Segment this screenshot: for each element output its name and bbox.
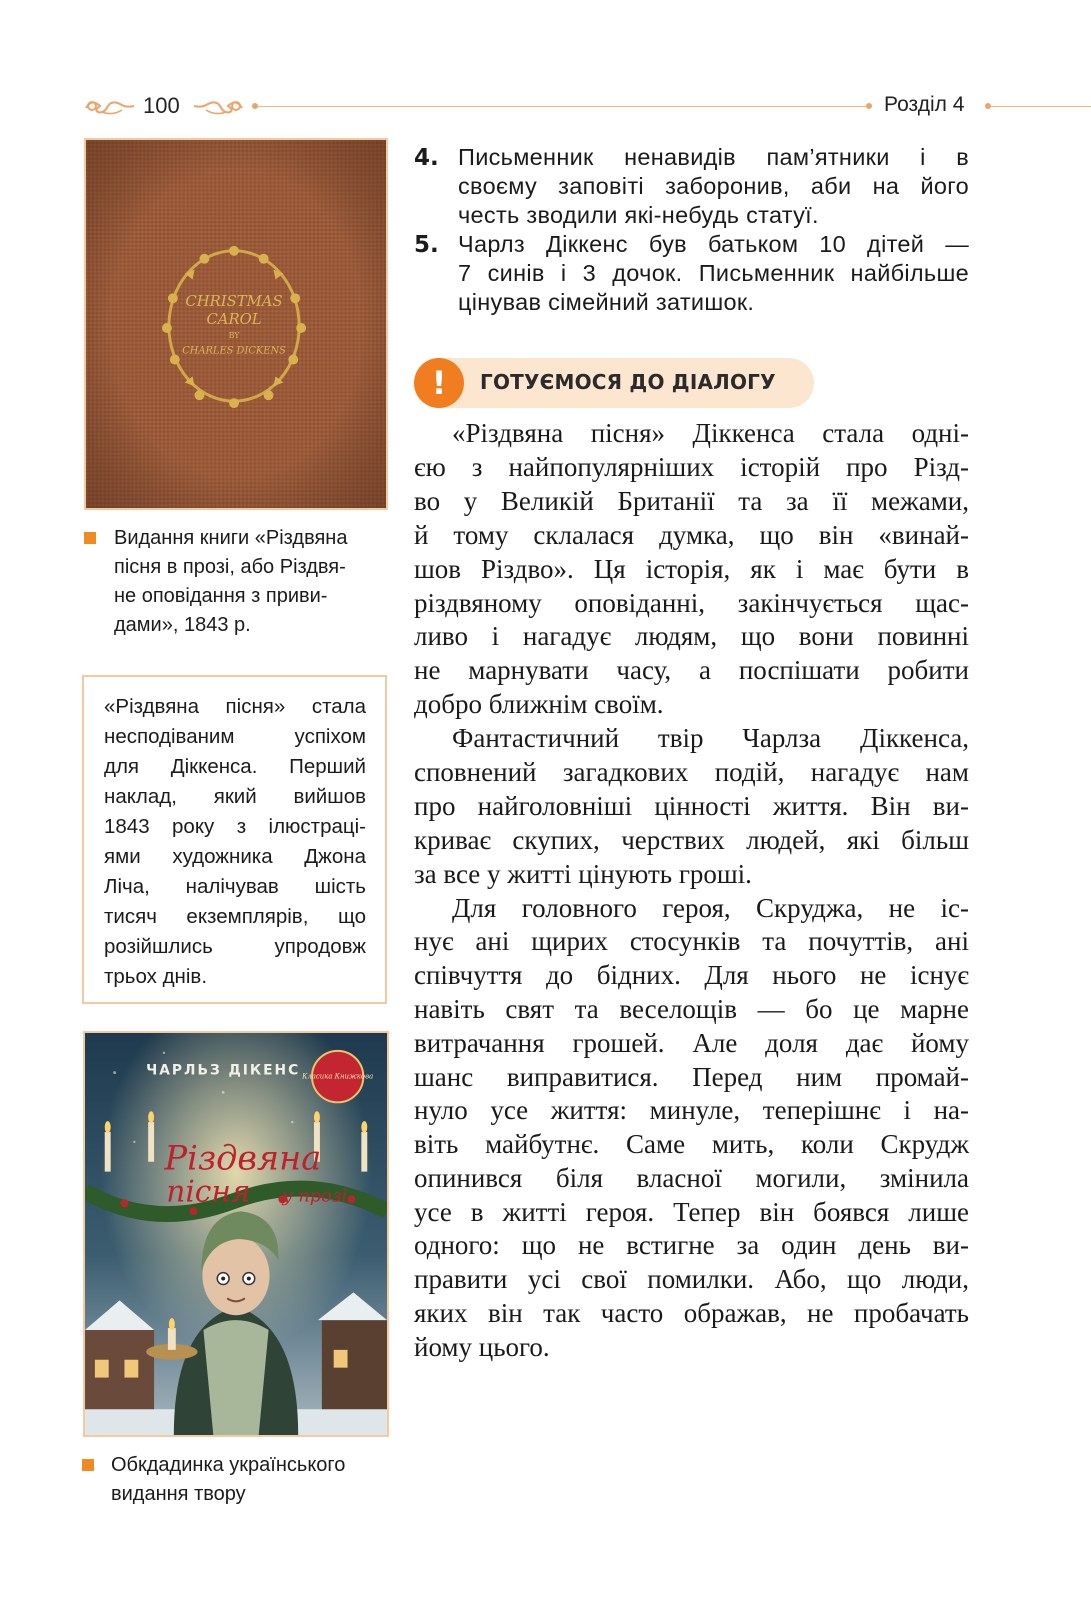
header-dot [866, 103, 872, 109]
header-ornament-right-icon [190, 94, 246, 118]
body-line: різдвяному оповіданні, закінчується щас- [414, 588, 969, 618]
fact-line: Письменник ненавидів пам’ятники і в [458, 144, 969, 170]
body-line: ливо і нагадує людям, що вони повинні [414, 621, 969, 651]
body-line: віть майбутнє. Саме мить, коли Скрудж [414, 1129, 969, 1159]
caption-line: Видання книги «Різдвяна [114, 527, 348, 549]
info-line: «Різдвяна пісня» стала [104, 695, 366, 718]
book-cover-1843-image [84, 138, 388, 510]
fact-number: 4. [414, 145, 439, 171]
fact-line: своєму заповіті заборонив, аби на його [458, 173, 969, 199]
info-line: тисяч екземплярів, що [104, 905, 366, 928]
fact-line: 7 синів і 3 дочок. Письменник найбільше [458, 260, 969, 286]
caption-bullet [84, 532, 96, 544]
section-title: ГОТУЄМОСЯ ДО ДІАЛОГУ [480, 370, 776, 394]
info-line: несподіваним успіхом [104, 725, 366, 748]
body-line: й тому склалася думка, що він «винай- [414, 520, 969, 550]
cover-badge: Класика Книжкова [302, 1072, 374, 1081]
caption-bullet [82, 1459, 94, 1471]
body-line: йому цього. [414, 1332, 550, 1362]
caption-line: не оповідання з приви- [114, 585, 328, 607]
book-title-line: BY [228, 330, 240, 340]
body-line: шов Різдво». Ця історія, як і має бути в [414, 554, 969, 584]
cover-author: ЧАРЛЬЗ ДІКЕНС [146, 1062, 301, 1079]
caption-line: видання твору [111, 1483, 246, 1505]
info-line: Ліча, налічував шість [104, 875, 366, 898]
body-line: яких він так часто ображав, не пробачать [414, 1298, 969, 1328]
body-line: шанс виправитися. Перед ним промай- [414, 1062, 969, 1092]
body-line: добро ближнім своїм. [414, 689, 664, 719]
info-line: ями художника Джона [104, 845, 366, 868]
body-line: не марнувати часу, а поспішати робити [414, 655, 969, 685]
book-title-line: CAROL [206, 310, 262, 329]
header-ornament-left-icon [82, 94, 138, 118]
page-number: 100 [143, 93, 180, 118]
fact-line: цінував сімейний затишок. [458, 289, 755, 315]
cover-title-line2: пісня [166, 1173, 251, 1209]
info-line: трьох днів. [104, 965, 208, 988]
ukrainian-cover-image [83, 1031, 389, 1437]
info-line: 1843 року з ілюстраці- [104, 815, 366, 838]
body-line: нує ані щирих стосунків та почуттів, ані [414, 926, 969, 956]
header-rule [258, 106, 868, 107]
body-line: усе в житті героя. Тепер він боявся лише [414, 1197, 969, 1227]
fact-number: 5. [414, 232, 439, 258]
body-line: во у Великій Британії та за її межами, [414, 486, 969, 516]
info-box [82, 675, 387, 1004]
info-line: розійшлись упродовж [104, 935, 366, 958]
body-line: «Різдвяна пісня» Діккенса стала одні- [452, 418, 969, 448]
info-line: наклад, який вийшов [104, 785, 366, 808]
body-line: нуло усе життя: минуле, теперішнє і на- [414, 1095, 969, 1125]
body-line: криває скупих, черствих людей, які більш [414, 825, 969, 855]
fact-line: честь зводили які-небудь статуї. [458, 202, 819, 228]
header-rule [991, 106, 1091, 107]
body-line: єю з найпопулярніших історій про Різд- [414, 452, 969, 482]
body-line: опинився біля власної могили, змінила [414, 1163, 969, 1193]
body-line: сповнений загадкових подій, нагадує нам [414, 757, 969, 787]
body-line: навіть свят та веселощів — бо це марне [414, 994, 969, 1024]
book-title-line: CHARLES DICKENS [182, 345, 286, 357]
caption-line: пісня в прозі, або Різдвя- [114, 556, 346, 578]
exclamation-mark: ! [431, 364, 447, 402]
info-line: для Діккенса. Перший [104, 755, 366, 778]
image-caption-1 [114, 524, 347, 640]
body-line: одного: що не встигне за один день ви- [414, 1230, 969, 1260]
cover-title-suffix: у прозі [282, 1185, 348, 1207]
book-title-line: CHRISTMAS [185, 293, 283, 311]
body-line: Для головного героя, Скруджа, не іс- [452, 893, 969, 923]
chapter-label: Розділ 4 [884, 93, 965, 116]
caption-line: дами», 1843 р. [114, 614, 251, 636]
fact-line: Чарлз Діккенс був батьком 10 дітей — [458, 231, 969, 257]
body-line: Фантастичний твір Чарлза Діккенса, [452, 723, 969, 753]
body-line: про найголовніші цінності життя. Він ви- [414, 791, 969, 821]
image-caption-2 [111, 1451, 345, 1509]
body-line: правити усі свої помилки. Або, що люди, [414, 1264, 969, 1294]
body-line: за все у житті цінують гроші. [414, 859, 752, 889]
caption-line: Обкдадинка українського [111, 1454, 346, 1476]
body-line: співчуття до бідних. Для нього не існує [414, 960, 969, 990]
body-line: витрачання грошей. Але доля дає йому [414, 1028, 969, 1058]
cover-title-line1: Різдвяна [164, 1138, 322, 1178]
